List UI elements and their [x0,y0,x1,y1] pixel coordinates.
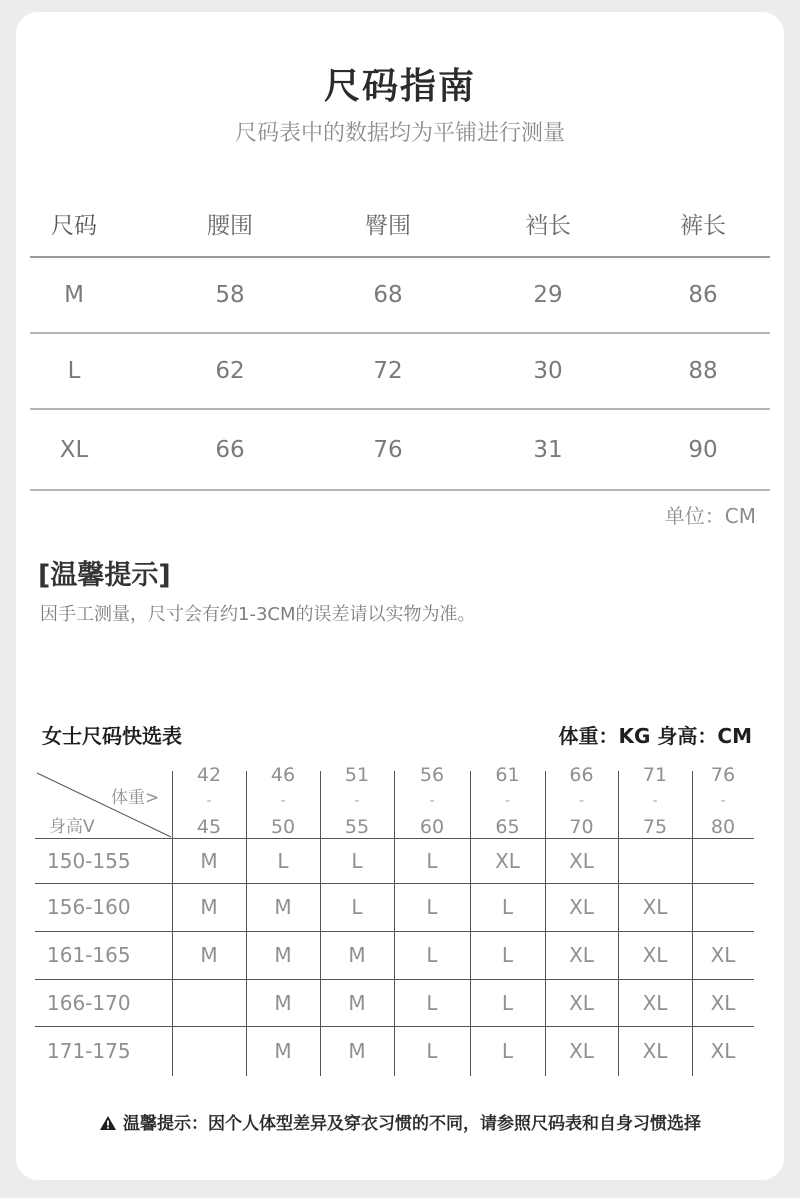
weight-sep: - [429,793,435,809]
size-cell: XL [59,436,89,463]
weight-to: 50 [270,816,296,838]
height-range-cell: 150-155 [47,848,131,873]
size-suggestion-cell: M [274,943,292,967]
header-cell-hip: 臀围 [365,212,411,239]
warning-icon [99,1115,117,1136]
size-suggestion-cell [172,979,246,1026]
length-cell: 88 [688,358,718,384]
size-suggestion-cell: L [426,1039,438,1063]
size-suggestion-cell: XL [569,943,594,967]
size-suggestion-cell: L [277,848,289,873]
waist-cell: 66 [215,436,245,463]
size-suggestion-cell: L [351,895,363,919]
size-suggestion-cell: M [274,990,292,1015]
size-suggestion-cell: XL [642,895,668,919]
weight-range-header [692,765,754,837]
size-suggestion-cell: XL [642,943,668,967]
size-suggestion-cell [172,1026,246,1076]
waist-cell: 58 [215,282,245,308]
rise-cell: 29 [533,282,563,308]
size-suggestion-cell: XL [569,848,594,873]
rise-cell: 31 [533,436,563,463]
length-cell: 86 [688,282,718,308]
hip-cell: 72 [373,358,403,384]
size-suggestion-cell: M [348,990,366,1015]
size-suggestion-cell: M [274,1039,292,1063]
weight-sep: - [720,793,726,809]
height-range-cell: 166-170 [47,990,131,1015]
size-suggestion-cell: L [426,848,438,873]
weight-from: 66 [569,764,594,786]
weight-sep: - [578,793,585,809]
tip-title: [温馨提示] [38,560,171,591]
size-suggestion-cell: M [348,1039,366,1063]
size-cell: L [67,358,81,384]
size-suggestion-cell [692,838,754,883]
waist-cell: 62 [215,358,245,384]
size-suggestion-cell: M [200,943,218,967]
footer-tip [0,1109,800,1136]
weight-to: 70 [569,816,594,838]
height-range-cell: 171-175 [47,1039,131,1063]
height-range-cell: 161-165 [47,943,131,967]
size-suggestion-cell: XL [569,1039,594,1063]
weight-to: 60 [419,816,445,838]
weight-from: 71 [642,764,668,786]
footer-tip-text: 温馨提示：因个人体型差异及穿衣习惯的不同，请参照尺码表和自身习惯选择 [123,1114,701,1134]
weight-sep: - [280,793,286,809]
weight-range-header [172,765,246,837]
size-suggestion-cell: XL [642,990,668,1015]
weight-sep: - [504,793,511,809]
size-suggestion-cell: L [426,895,438,919]
length-cell: 90 [688,436,718,463]
size-cell: M [64,282,84,308]
size-row-m [30,258,770,334]
weight-from: 46 [270,764,296,786]
size-suggestion-cell: XL [642,1039,668,1063]
size-suggestion-cell: L [501,943,514,967]
tip-text: 因手工测量，尺寸会有约1-3CM的误差请以实物为准。 [40,604,476,625]
size-suggestion-cell: L [426,943,438,967]
size-table [30,190,770,491]
size-row-xl [30,410,770,491]
weight-to: 80 [710,816,736,838]
weight-to: 65 [495,816,520,838]
size-suggestion-cell: M [200,848,218,873]
header-cell-waist: 腰围 [207,212,253,239]
weight-range-header [394,765,470,837]
corner-weight-label: 体重> [111,788,160,808]
size-suggestion-cell: L [351,848,363,873]
size-suggestion-cell [618,838,692,883]
weight-from: 51 [344,764,370,786]
size-table-header [30,190,770,258]
height-range-cell: 156-160 [47,895,131,919]
size-suggestion-cell: XL [569,990,594,1015]
weight-sep: - [652,793,658,809]
rise-cell: 30 [533,358,563,384]
hip-cell: 68 [373,282,403,308]
quick-table-units: 体重：KG 身高：CM [558,724,752,748]
weight-range-header [545,765,618,837]
size-suggestion-cell: XL [569,895,594,919]
hip-cell: 76 [373,436,403,463]
size-suggestion-cell: XL [710,943,736,967]
weight-range-header [470,765,545,837]
weight-from: 42 [196,764,222,786]
weight-range-header [246,765,320,837]
size-suggestion-cell: L [501,1039,514,1063]
weight-to: 55 [344,816,370,838]
weight-sep: - [206,793,212,809]
weight-from: 56 [419,764,445,786]
weight-from: 76 [710,764,736,786]
header-cell-length: 裤长 [680,212,726,239]
size-suggestion-cell: L [501,990,514,1015]
quick-size-table [35,765,754,1076]
corner-height-label: 身高V [49,817,95,837]
weight-to: 45 [196,816,222,838]
size-suggestion-cell [692,883,754,931]
size-suggestion-cell: L [501,895,514,919]
weight-range-header [320,765,394,837]
quick-table-title: 女士尺码快选表 [42,724,182,748]
page-subtitle: 尺码表中的数据均为平铺进行测量 [234,121,565,146]
size-suggestion-cell: XL [495,848,520,873]
size-row-l [30,334,770,410]
size-suggestion-cell: XL [710,1039,736,1063]
size-suggestion-cell: M [200,895,218,919]
header-cell-rise: 裆长 [525,212,571,239]
weight-to: 75 [642,816,668,838]
weight-from: 61 [495,764,520,786]
weight-range-header [618,765,692,837]
size-suggestion-cell: M [348,943,366,967]
header-cell-size: 尺码 [51,212,97,239]
size-suggestion-cell: XL [710,990,736,1015]
unit-label: 单位：CM [664,504,756,528]
size-suggestion-cell: L [426,990,438,1015]
weight-sep: - [354,793,360,809]
size-suggestion-cell: M [274,895,292,919]
page-title: 尺码指南 [323,66,476,107]
